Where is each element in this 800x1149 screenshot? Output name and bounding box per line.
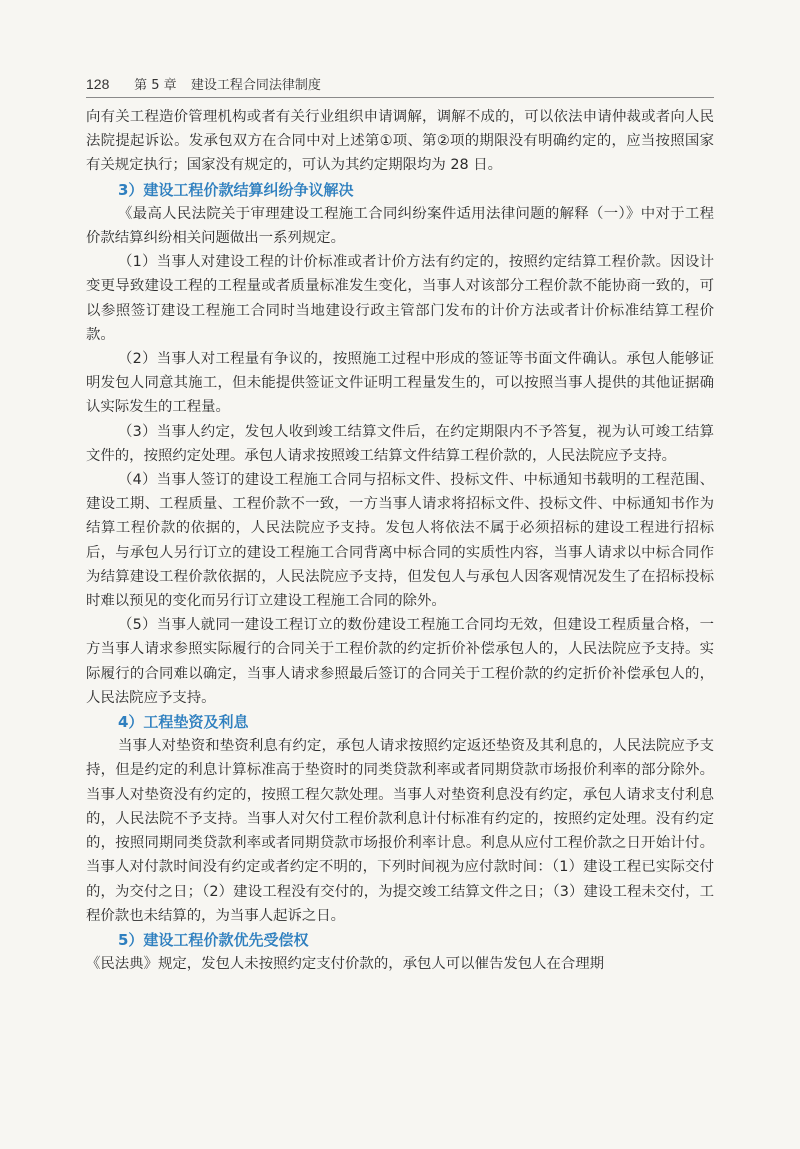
paragraph-item-3: （3）当事人约定，发包人收到竣工结算文件后，在约定期限内不予答复，视为认可竣工结算文件的，按照约定处理。承包人请求按照竣工结算文件结算工程价款的，人民法院应予支持。 <box>86 423 714 464</box>
header-rule <box>86 97 714 98</box>
paragraph-advance-payment: 当事人对垫资和垫资利息有约定，承包人请求按照约定返还垫资及其利息的，人民法院应予支持，但是约定的利息计算标准高于垫资时的同类贷款利率或者同期贷款市场报价利率的部分除外。当事人对垫资没有约定的，按照工程欠款处理。当事人对垫资利息没有约定，承包人请求支付利息的，人民法院不予支持。当事人对欠付工程价款利息计付标准有约定的，按照约定处理。没有约定的，按照同期同类贷款利率或者同期贷款市场报价利率计息。利息从应付工程价款之日开始计付。当事人对付款时间没有约定或者约定不明的，下列时间视为应付款时间：（1）建设工程已实际交付的，为交付之日；（2）建设工程没有交付的，为提交竣工结算文件之日；（3）建设工程未交付，工程价款也未结算的，为当事人起诉之日。 <box>86 738 714 924</box>
page-body <box>86 105 714 976</box>
section-heading-3: 3）建设工程价款结算纠纷争议解决 <box>118 180 354 199</box>
section-heading-5: 5）建设工程价款优先受偿权 <box>118 930 309 949</box>
paragraph-intro: 《最高人民法院关于审理建设工程施工合同纠纷案件适用法律问题的解释（一）》中对于工程价款结算纠纷相关问题做出一系列规定。 <box>86 205 714 247</box>
paragraph-item-2: （2）当事人对工程量有争议的，按照施工过程中形成的签证等书面文件确认。承包人能够证明发包人同意其施工，但未能提供签证文件证明工程量发生的，可以按照当事人提供的其他证据确认实际发生的工程量。 <box>86 351 714 416</box>
continued-paragraph: 向有关工程造价管理机构或者有关行业组织申请调解，调解不成的，可以依法申请仲裁或者向人民法院提起诉讼。发承包双方在合同中对上述第①项、第②项的期限没有明确约定的，应当按照国家有关规定执行；国家没有规定的，可认为其约定期限均为 28 日。 <box>86 109 714 174</box>
paragraph-item-5: （5）当事人就同一建设工程订立的数份建设工程施工合同均无效，但建设工程质量合格，一方当事人请求参照实际履行的合同关于工程价款的约定折价补偿承包人的，人民法院应予支持。实际履行的合同难以确定，当事人请求参照最后签订的合同关于工程价款的约定折价补偿承包人的，人民法院应予支持。 <box>86 617 714 706</box>
running-header <box>86 73 714 95</box>
paragraph-priority: 《民法典》规定，发包人未按照约定支付价款的，承包人可以催告发包人在合理期 <box>86 956 605 973</box>
paragraph-item-1: （1）当事人对建设工程的计价标准或者计价方法有约定的，按照约定结算工程价款。因设计变更导致建设工程的工程量或者质量标准发生变化，当事人对该部分工程价款不能协商一致的，可以参照签订建设工程施工合同时当地建设行政主管部门发布的计价方法或者计价标准结算工程价款。 <box>86 254 714 343</box>
chapter-number: 第 5 章 <box>134 78 177 93</box>
chapter-title: 建设工程合同法律制度 <box>190 78 321 93</box>
paragraph-item-4: （4）当事人签订的建设工程施工合同与招标文件、投标文件、中标通知书载明的工程范围、建设工期、工程质量、工程价款不一致，一方当事人请求将招标文件、投标文件、中标通知书作为结算工程价款的依据的，人民法院应予支持。发包人将依法不属于必须招标的建设工程进行招标后，与承包人另行订立的建设工程施工合同背离中标合同的实质性内容，当事人请求以中标合同作为结算建设工程价款依据的，人民法院应予支持，但发包人与承包人因客观情况发生了在招标投标时难以预见的变化而另行订立建设工程施工合同的除外。 <box>86 472 714 610</box>
page-number: 128 <box>86 76 110 92</box>
section-heading-4: 4）工程垫资及利息 <box>118 713 249 732</box>
